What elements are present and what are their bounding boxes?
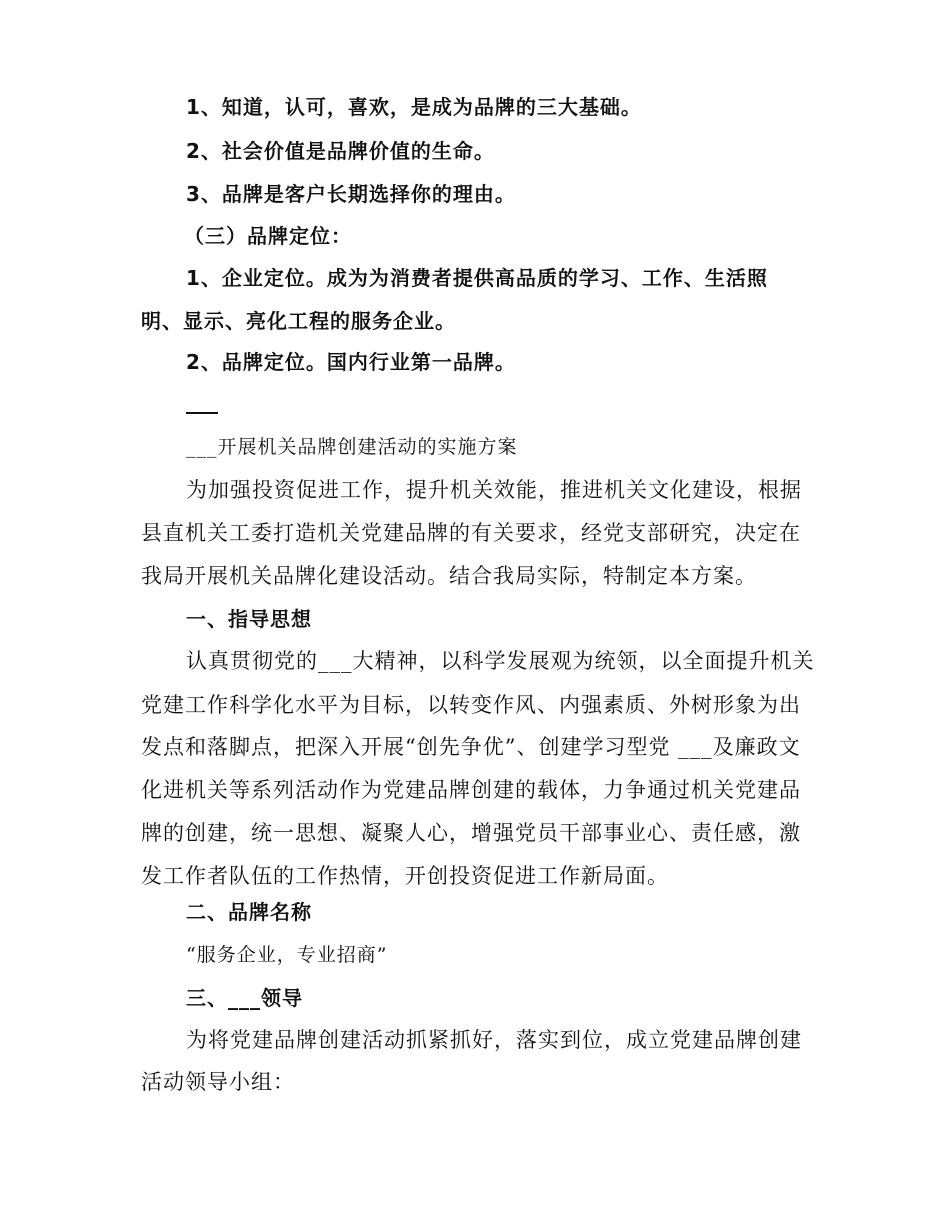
list-item: 3、品牌是客户长期选择你的理由。 — [186, 182, 516, 206]
paragraph-line: 认真贯彻党的___大精神，以科学发展观为统领，以全面提升机关 — [186, 649, 815, 673]
paragraph-line: 党建工作科学化水平为目标，以转变作风、内强素质、外树形象为出 — [141, 693, 801, 717]
paragraph-line: 县直机关工委打造机关党建品牌的有关要求，经党支部研究，决定在 — [141, 521, 801, 545]
paragraph-line: 1、企业定位。成为为消费者提供高品质的学习、工作、生活照 — [186, 266, 768, 290]
paragraph-line: 为将党建品牌创建活动抓紧抓好，落实到位，成立党建品牌创建 — [186, 1028, 802, 1052]
section-heading: 二、品牌名称 — [186, 900, 312, 924]
list-item: 2、品牌定位。国内行业第一品牌。 — [186, 350, 516, 374]
list-item: 2、社会价值是品牌价值的生命。 — [186, 139, 495, 163]
paragraph-line: 发点和落脚点，把深入开展“创先争优”、创建学习型党 ___及廉政文 — [141, 735, 801, 759]
section-heading: 一、指导思想 — [186, 607, 312, 631]
plan-title: ___开展机关品牌创建活动的实施方案 — [186, 436, 518, 458]
paragraph-line: 明、显示、亮化工程的服务企业。 — [141, 309, 456, 333]
paragraph-line: 化进机关等系列活动作为党建品牌创建的载体，力争通过机关党建品 — [141, 778, 801, 802]
section-heading: 三、___领导 — [186, 986, 303, 1010]
brand-name: “服务企业，专业招商” — [186, 944, 388, 966]
section-heading-positioning: （三）品牌定位： — [184, 224, 352, 248]
paragraph-line: 牌的创建，统一思想、凝聚人心，增强党员干部事业心、责任感，激 — [141, 821, 801, 845]
paragraph-line: 活动领导小组： — [141, 1070, 295, 1094]
paragraph-line: 我局开展机关品牌化建设活动。结合我局实际，特制定本方案。 — [141, 564, 757, 588]
list-item: 1、知道，认可，喜欢，是成为品牌的三大基础。 — [186, 95, 642, 119]
paragraph-line: 发工作者队伍的工作热情，开创投资促进工作新局面。 — [141, 864, 669, 888]
separator-rule — [186, 412, 218, 414]
paragraph-line: 为加强投资促进工作，提升机关效能，推进机关文化建设，根据 — [186, 478, 802, 502]
